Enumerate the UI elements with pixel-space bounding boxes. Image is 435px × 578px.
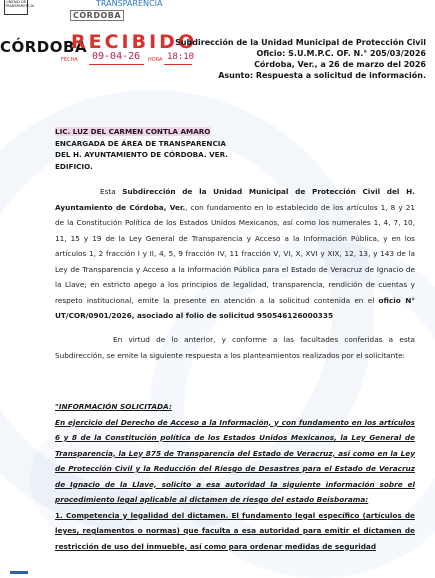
footer-mark — [10, 571, 28, 574]
request-text: En ejercicio del Derecho de Acceso a la Información, y con fundamento en los artículos 6 y 8 de la Constitución política de los Estados Unidos Mexicanos, la Ley General de Transparencia, la Ley 875 de Transparencia del Estado de Veracruz, así como en la Ley de Protección Civil y la Reducción del Riesgo de Desastres para el Estado de Veracruz de Ignacio de la Llave, solicito a esa autoridad la siguiente información sobre el procedimiento legal aplicable al dictamen de riesgo del estado Beisborama: — [55, 417, 415, 504]
request-title: "INFORMACIÓN SOLICITADA: — [55, 402, 172, 411]
addressee-name: LIC. LUZ DEL CARMEN CONTLA AMARO — [55, 127, 211, 136]
addressee-location: EDIFICIO. — [55, 161, 93, 171]
addressee-org: DEL H. AYUNTAMIENTO DE CÓRDOBA. VER. — [55, 150, 228, 159]
received-stamp-title: RECIBIDO — [71, 31, 198, 53]
request-item-1: 1. Competencia y legalidad del dictamen. El fundamento legal específico (artículos de leyes, reglamentos o normas) que faculta a esa autoridad para emitir el dictamen de restricción de uso del inmueble, así como para ordenar medidas de seguridad — [55, 510, 415, 551]
requested-information — [55, 399, 415, 554]
received-time-label: HORA — [148, 57, 163, 63]
time-underline — [164, 64, 192, 65]
reception-stamp — [0, 0, 220, 74]
cordoba-small-logo: CÓRDOBA — [70, 10, 124, 21]
body-paragraph-2: En virtud de lo anterior, y conforme a las facultades conferidas a esta Subdirección, se emite la siguiente respuesta a los planteamientos realizados por el solicitante: — [55, 335, 415, 360]
office-name: Subdirección de la Unidad Municipal de Protección Civil — [175, 38, 426, 47]
received-date: 09-04-26 — [92, 51, 141, 62]
transparencia-label: TRANSPARENCIA — [96, 0, 163, 8]
transparency-seal: UNIDAD DE TRANSPARENCIA — [4, 0, 28, 15]
body-paragraph-1: Esta Subdirección de la Unidad Municipal de Protección Civil del H. Ayuntamiento de Córdoba, Ver., con fundamento en lo establecido de los artículos 1, 8 y 21 de la Constitución Política de los Estados Unidos Mexicanos, así como los numerales 1, 4, 7, 10, 11, 15 y 19 de la Ley General de Transparencia y Acceso a la Información Pública, y en los artículos 1, 2 fracción I y II, 4, 5, 9 fracción IV, 11 fracción V, VI, X, XVI y XIX, 12, 13, y 143 de la Ley de Transparencia y Acceso a la Información Pública para el Estado de Veracruz de Ignacio de la Llave; en estricto apego a los principios de legalidad, transparencia, rendición de cuentas y respeto institucional, emite la presente en atención a la solicitud contenida en el oficio N° UT/COR/0901/2026, asociado al folio de solicitud 950546126000335 — [55, 187, 415, 320]
received-date-label: FECHA — [61, 57, 78, 63]
cordoba-logo: CÓRDOBA — [0, 38, 88, 56]
document-date: Córdoba, Ver., a 26 de marzo del 2026 — [254, 60, 426, 69]
document-subject: Asunto: Respuesta a solicitud de información. — [218, 71, 426, 80]
received-time: 18:10 — [167, 52, 195, 62]
addressee-block — [55, 126, 228, 172]
addressee-title: ENCARGADA DE ÁREA DE TRANSPARENCIA — [55, 138, 226, 148]
document-number: Oficio: S.U.M.P.C. OF. N.° 205/03/2026 — [256, 49, 426, 58]
date-underline — [89, 64, 144, 65]
